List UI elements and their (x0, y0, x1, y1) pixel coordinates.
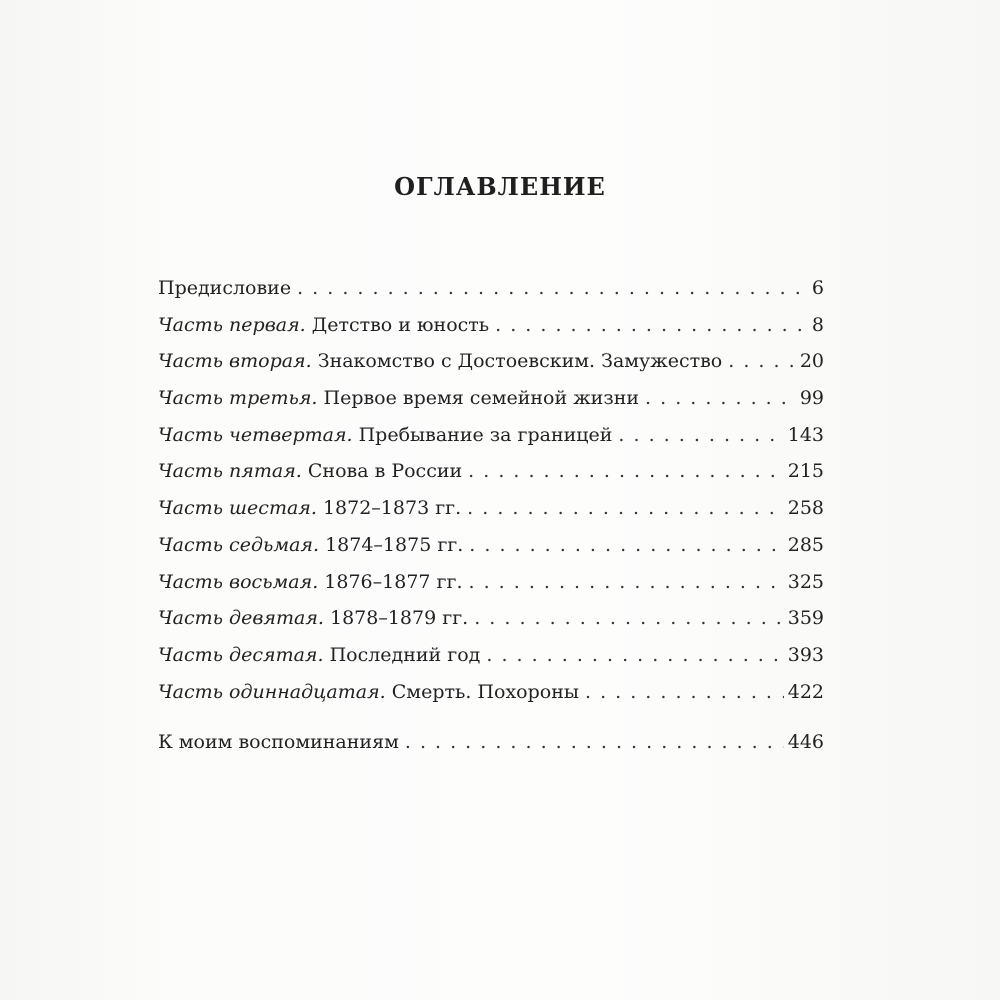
toc-entry-part-1 (158, 307, 824, 344)
toc-page-number: 359 (787, 607, 824, 630)
dot-leader (645, 380, 796, 417)
toc-entry-title (158, 453, 462, 490)
toc-entry-part-4 (158, 417, 824, 454)
toc-page-number: 8 (811, 313, 824, 336)
toc-part-label: Часть шестая. (158, 497, 317, 520)
toc-part-title: Пребывание за границей (352, 423, 613, 446)
toc-entry-title (158, 527, 463, 564)
toc-entry-part-9 (158, 600, 824, 637)
toc-part-label: Часть первая. (158, 313, 306, 336)
toc-entry-title (158, 417, 612, 454)
toc-entry-title (158, 600, 468, 637)
dot-leader (468, 453, 784, 490)
toc-part-label: Часть девятая. (158, 607, 324, 630)
toc-part-label: Часть пятая. (158, 460, 302, 483)
toc-page-number: 215 (787, 460, 824, 483)
toc-entry-title (158, 564, 463, 601)
toc-part-title: Последний год (323, 643, 481, 666)
toc-page-number: 143 (787, 423, 824, 446)
toc-part-title: Снова в России (301, 460, 463, 483)
toc-entry-title: Предисловие (158, 277, 292, 299)
toc-entry-part-7 (158, 527, 824, 564)
toc-part-label: Часть вторая. (158, 350, 312, 373)
dot-leader (728, 343, 796, 380)
toc-part-title: 1874–1875 гг. (319, 533, 464, 556)
toc-heading: ОГЛАВЛЕНИЕ (394, 172, 606, 201)
toc-entry-title (158, 490, 461, 527)
toc-entry-title (158, 674, 579, 711)
toc-page-number: 20 (799, 350, 824, 373)
toc-page-number: 446 (787, 731, 824, 754)
dot-leader (467, 490, 784, 527)
toc-entry-part-5 (158, 453, 824, 490)
toc-entry-part-6 (158, 490, 824, 527)
toc-part-label: Часть десятая. (158, 643, 324, 666)
toc-entry-part-3 (158, 380, 824, 417)
dot-leader (469, 527, 783, 564)
toc-entry-afterword (158, 724, 824, 761)
dot-leader (469, 564, 784, 601)
toc-entry-title (158, 307, 489, 344)
toc-entry-title: К моим воспоминаниям (158, 731, 399, 754)
dot-leader (495, 307, 806, 344)
toc-part-title: 1878–1879 гг. (323, 607, 469, 630)
toc-entry-part-10 (158, 637, 824, 674)
toc-part-title: 1876–1877 гг. (318, 570, 463, 593)
dot-leader (474, 600, 784, 637)
toc-page-number: 258 (787, 497, 824, 520)
toc-page-number: 6 (811, 277, 824, 299)
toc-part-title: 1872–1873 гг. (316, 497, 462, 520)
toc-page-number: 422 (787, 680, 824, 703)
toc-entry-title (158, 380, 639, 417)
toc-part-title: Смерть. Похороны (385, 680, 579, 703)
toc-entry-title (158, 343, 722, 380)
toc-page-number: 99 (799, 387, 824, 410)
toc-entry-preface (158, 270, 824, 307)
toc-page-number: 285 (787, 533, 824, 556)
toc-entry-part-11 (158, 674, 824, 711)
dot-leader (405, 724, 784, 761)
toc-part-label: Часть восьмая. (158, 570, 319, 593)
toc-entry-title (158, 637, 480, 674)
table-of-contents (158, 270, 824, 761)
toc-part-title: Детство и юность (305, 313, 490, 336)
toc-page-number: 393 (787, 643, 824, 666)
toc-part-title: Первое время семейной жизни (317, 387, 640, 410)
toc-entry-part-2 (158, 343, 824, 380)
dot-leader (297, 270, 806, 307)
dot-leader (486, 637, 783, 674)
toc-entry-part-8 (158, 564, 824, 601)
dot-leader (585, 674, 784, 711)
toc-page-number: 325 (787, 570, 824, 593)
toc-part-label: Часть третья. (158, 387, 318, 410)
toc-part-label: Часть одиннадцатая. (158, 680, 386, 703)
toc-part-label: Часть четвертая. (158, 423, 353, 446)
toc-part-title: Знакомство с Достоевским. Замужество (311, 350, 723, 373)
dot-leader (618, 417, 783, 454)
toc-part-label: Часть седьмая. (158, 533, 320, 556)
